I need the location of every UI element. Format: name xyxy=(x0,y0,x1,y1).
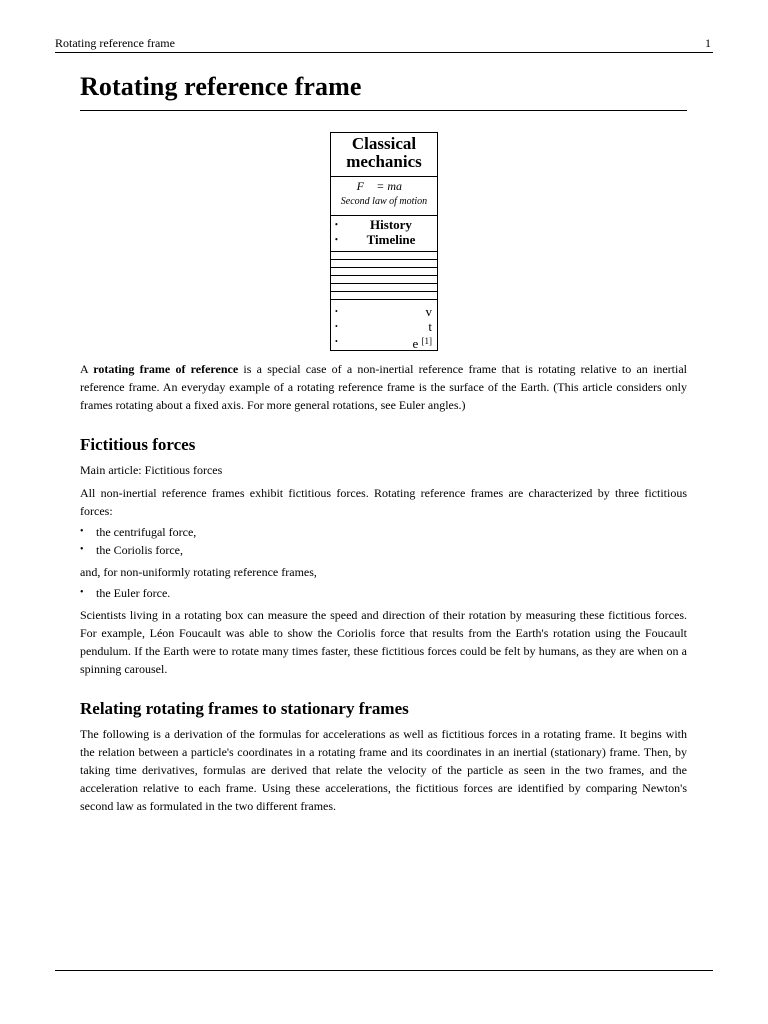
vte-links xyxy=(331,304,437,349)
infobox-divider xyxy=(331,176,437,177)
intro-rest: is a special case of a non-inertial reference frame that is rotating relative to an inertial reference frame. An everyday example of a rotating reference frame is the surface of the Earth. (This article considers only frames rotating about a fixed axis. For more general rotations, see Euler angles.) xyxy=(80,362,687,412)
classical-mechanics-infobox xyxy=(330,132,438,351)
bullet-icon: • xyxy=(335,220,338,229)
nav-item-label: Timeline xyxy=(366,232,416,247)
list-item-text: the Euler force. xyxy=(96,586,171,600)
infobox-heading-line2: mechanics xyxy=(346,152,422,171)
intro-prefix: A xyxy=(80,362,94,376)
intro-bold-term: rotating frame of reference xyxy=(93,362,239,376)
list-item-text: the Coriolis force, xyxy=(96,543,183,557)
newton-formula: F⃗ = ma⃗ xyxy=(356,179,412,193)
bullet-icon: • xyxy=(335,322,338,331)
heading-fictitious-forces: Fictitious forces xyxy=(80,435,196,454)
collapsed-section-row[interactable] xyxy=(331,291,437,299)
page-title: Rotating reference frame xyxy=(80,72,362,101)
collapsed-section-row[interactable] xyxy=(331,251,437,259)
vte-edit-link[interactable] xyxy=(331,334,437,349)
non-uniform-paragraph: and, for non-uniformly rotating reference frames, xyxy=(80,565,317,579)
nav-item-timeline[interactable] xyxy=(331,232,437,247)
nav-item-label: History xyxy=(370,217,412,232)
infobox-nav xyxy=(331,217,437,247)
fictitious-forces-paragraph: All non-inertial reference frames exhibit fictitious forces. Rotating reference frames are characterized by three fictitious forces: xyxy=(80,486,687,518)
running-header xyxy=(55,36,713,53)
bullet-icon: • xyxy=(80,544,84,555)
running-header-title: Rotating reference frame xyxy=(55,36,175,50)
bullet-icon: • xyxy=(80,587,84,598)
title-rule xyxy=(80,110,687,111)
bullet-icon: • xyxy=(335,307,338,316)
vte-view-link[interactable] xyxy=(331,304,437,319)
collapsed-section-row[interactable] xyxy=(331,275,437,283)
main-article-note: Main article: Fictitious forces xyxy=(80,463,223,477)
list-item-text: the centrifugal force, xyxy=(96,525,197,539)
scientists-paragraph: Scientists living in a rotating box can measure the speed and direction of their rotation by measuring these fictitious forces. For example, Léon Foucault was able to show the Coriolis force that results from the Earth's rotation using the Foucault pendulum. If the Earth were to rotate many times faster, these fictitious forces could be felt by humans, as they are when on a spinning carousel. xyxy=(80,608,687,676)
derivation-paragraph: The following is a derivation of the formulas for accelerations as well as fictitious forces in a rotating frame. It begins with the relation between a particle's coordinates in a rotating frame and its coordinates in an inertial (stationary) frame. Then, by taking time derivatives, formulas are derived that relate the velocity of the particle as seen in the two frames, and the acceleration relative to each frame. Using these accelerations, the fictitious forces are identified by comparing Newton's second law as formulated in the two different frames. xyxy=(80,727,687,813)
nav-item-history[interactable] xyxy=(331,217,437,232)
vte-v-label: v xyxy=(425,304,432,319)
collapsed-sections xyxy=(331,251,437,307)
vte-e-label xyxy=(412,334,432,351)
footer-rule xyxy=(55,970,713,971)
collapsed-section-row[interactable] xyxy=(331,259,437,267)
intro-paragraph xyxy=(80,360,687,414)
infobox-divider xyxy=(331,215,437,216)
vte-t-label: t xyxy=(428,319,432,334)
page-number: 1 xyxy=(705,36,711,50)
bullet-icon: • xyxy=(335,235,338,244)
bullet-icon: • xyxy=(80,526,84,537)
collapsed-section-row[interactable] xyxy=(331,283,437,291)
reference-link[interactable]: [1] xyxy=(421,336,432,346)
formula-caption: Second law of motion xyxy=(340,196,428,207)
bullet-icon: • xyxy=(335,337,338,346)
heading-relating-frames: Relating rotating frames to stationary frames xyxy=(80,699,409,718)
infobox-heading-line1: Classical xyxy=(351,134,417,153)
infobox-heading xyxy=(331,135,437,171)
vte-e-text: e xyxy=(412,336,419,351)
collapsed-section-row[interactable] xyxy=(331,267,437,275)
vte-talk-link[interactable] xyxy=(331,319,437,334)
